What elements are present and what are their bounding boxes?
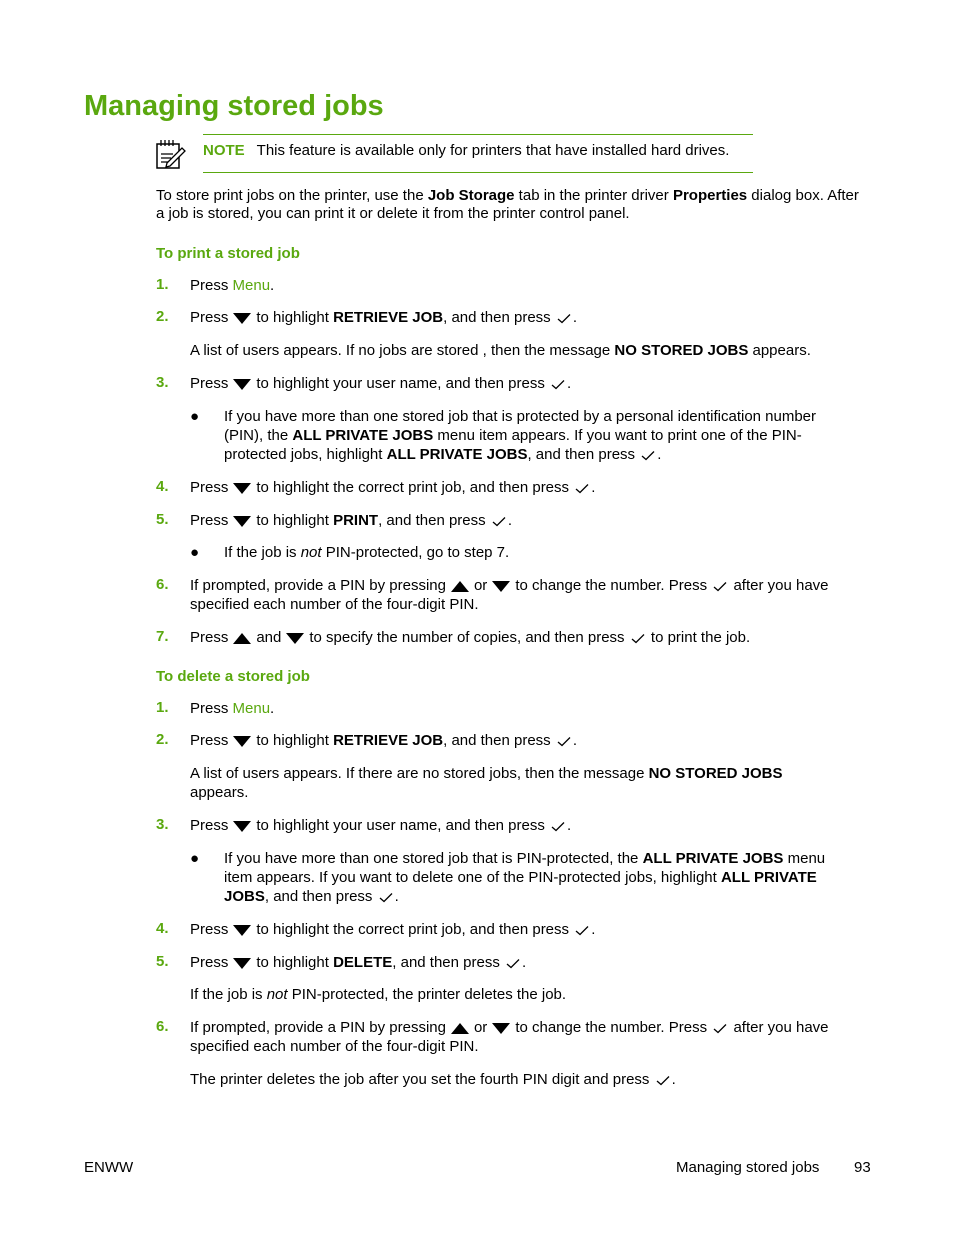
delete-step-number: 4. xyxy=(156,920,169,937)
checkmark-icon xyxy=(575,483,589,494)
delete-step-number: 2. xyxy=(156,731,169,748)
delete-step-6-note: The printer deletes the job after you set the fourth PIN digit and press . xyxy=(190,1071,676,1088)
page-number: 93 xyxy=(854,1159,871,1176)
up-arrow-icon xyxy=(451,581,469,592)
delete-step-2: Press to highlight RETRIEVE JOB, and then press . xyxy=(190,732,578,749)
delete-step-3-bullet: If you have more than one stored job that is PIN-protected, the ALL PRIVATE JOBS menu item appears. If you want to delete one of the PIN-protected jobs, highlight ALL PRIVATE JOBS, and then press . xyxy=(224,850,826,905)
print-step-3-bullet: If you have more than one stored job that is protected by a personal identification number (PIN), the ALL PRIVATE JOBS menu item appears. If you want to print one of the PIN-protected jobs, highlight ALL PRIVATE JOBS, and then press . xyxy=(224,408,817,463)
down-arrow-icon xyxy=(286,633,304,644)
delete-step-2-note: A list of users appears. If there are no stored jobs, then the message NO STORED JOBS appears. xyxy=(190,765,783,801)
note-label: NOTE xyxy=(203,142,245,159)
delete-step-number: 5. xyxy=(156,953,169,970)
down-arrow-icon xyxy=(233,379,251,390)
delete-step-number: 1. xyxy=(156,699,169,716)
print-section-heading: To print a stored job xyxy=(156,245,300,262)
checkmark-icon xyxy=(557,736,571,747)
menu-link: Menu xyxy=(232,700,271,717)
delete-step-5: Press to highlight DELETE, and then press . xyxy=(190,954,527,971)
footer-left: ENWW xyxy=(84,1159,134,1176)
bullet: ● xyxy=(190,850,200,867)
checkmark-icon xyxy=(557,313,571,324)
print-step-number: 1. xyxy=(156,276,169,293)
delete-step-number: 6. xyxy=(156,1018,169,1035)
delete-section-heading: To delete a stored job xyxy=(156,668,310,685)
delete-step-3: Press to highlight your user name, and then press . xyxy=(190,817,572,834)
note-icon xyxy=(155,138,187,170)
note-text: This feature is available only for printers that have installed hard drives. xyxy=(256,142,730,159)
down-arrow-icon xyxy=(233,821,251,832)
print-step-number: 2. xyxy=(156,308,169,325)
bullet: ● xyxy=(190,544,200,561)
note xyxy=(203,141,729,161)
down-arrow-icon xyxy=(492,1023,510,1034)
checkmark-icon xyxy=(551,821,565,832)
page-title: Managing stored jobs xyxy=(84,90,384,122)
delete-step-6: If prompted, provide a PIN by pressing or to change the number. Press after you have specified each number of the four-digit PIN. xyxy=(190,1019,829,1055)
checkmark-icon xyxy=(575,925,589,936)
print-step-number: 7. xyxy=(156,628,169,645)
down-arrow-icon xyxy=(233,516,251,527)
down-arrow-icon xyxy=(233,483,251,494)
footer-section: Managing stored jobs xyxy=(676,1159,820,1176)
print-step-4: Press to highlight the correct print job, and then press . xyxy=(190,479,596,496)
down-arrow-icon xyxy=(233,925,251,936)
print-step-2: Press to highlight RETRIEVE JOB, and then press . xyxy=(190,309,578,326)
checkmark-icon xyxy=(641,450,655,461)
print-step-number: 4. xyxy=(156,478,169,495)
print-step-2-note: A list of users appears. If no jobs are stored , then the message NO STORED JOBS appears. xyxy=(190,342,811,359)
print-step-3: Press to highlight your user name, and then press . xyxy=(190,375,572,392)
checkmark-icon xyxy=(551,379,565,390)
print-step-5-bullet: If the job is not PIN-protected, go to step 7. xyxy=(224,544,510,561)
checkmark-icon xyxy=(379,892,393,903)
delete-step-1: Press Menu. xyxy=(190,700,275,717)
print-step-6: If prompted, provide a PIN by pressing or to change the number. Press after you have specified each number of the four-digit PIN. xyxy=(190,577,829,613)
note-bottom-rule xyxy=(203,172,753,173)
intro-paragraph: To store print jobs on the printer, use the Job Storage tab in the printer driver Properties dialog box. After a job is stored, you can print it or delete it from the printer control panel. xyxy=(156,187,859,222)
checkmark-icon xyxy=(631,633,645,644)
print-step-7: Press and to specify the number of copies, and then press to print the job. xyxy=(190,629,751,646)
note-top-rule xyxy=(203,134,753,135)
print-step-number: 5. xyxy=(156,511,169,528)
delete-step-number: 3. xyxy=(156,816,169,833)
down-arrow-icon xyxy=(492,581,510,592)
print-step-number: 6. xyxy=(156,576,169,593)
checkmark-icon xyxy=(492,516,506,527)
down-arrow-icon xyxy=(233,958,251,969)
up-arrow-icon xyxy=(451,1023,469,1034)
delete-step-4: Press to highlight the correct print job, and then press . xyxy=(190,921,596,938)
checkmark-icon xyxy=(656,1075,670,1086)
delete-step-5-note: If the job is not PIN-protected, the printer deletes the job. xyxy=(190,986,567,1003)
down-arrow-icon xyxy=(233,736,251,747)
bullet: ● xyxy=(190,408,200,425)
menu-link: Menu xyxy=(232,277,271,294)
checkmark-icon xyxy=(506,958,520,969)
print-step-1: Press Menu. xyxy=(190,277,275,294)
down-arrow-icon xyxy=(233,313,251,324)
print-step-5: Press to highlight PRINT, and then press . xyxy=(190,512,512,529)
checkmark-icon xyxy=(713,1023,727,1034)
up-arrow-icon xyxy=(233,633,251,644)
print-step-number: 3. xyxy=(156,374,169,391)
checkmark-icon xyxy=(713,581,727,592)
